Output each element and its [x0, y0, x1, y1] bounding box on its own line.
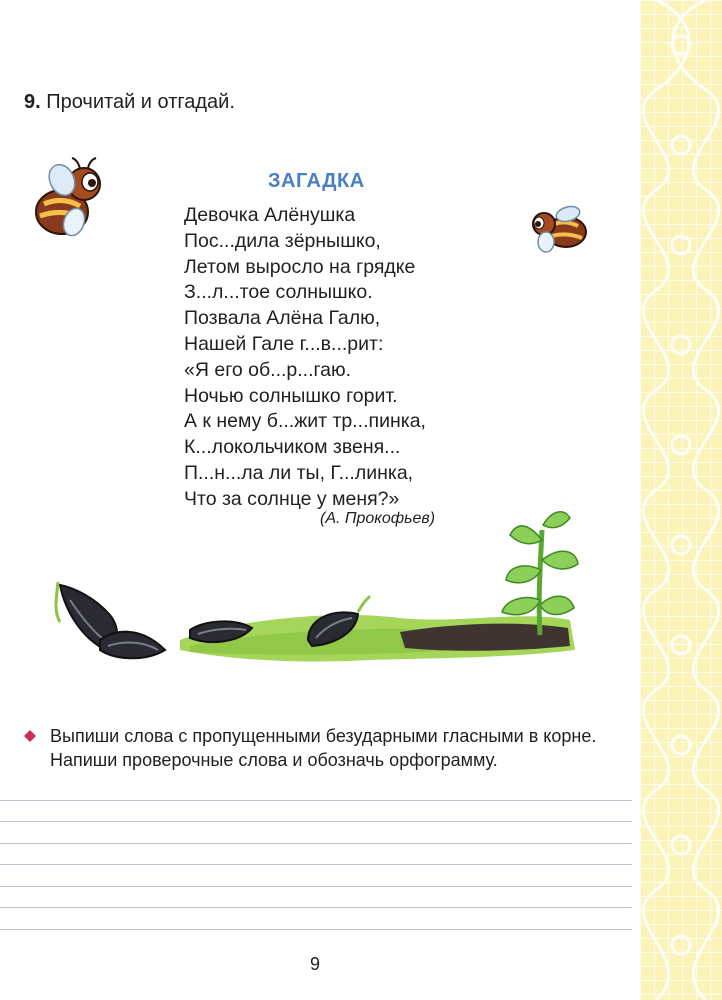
writing-line: [0, 929, 632, 930]
poem-line: Летом выросло на грядке: [184, 255, 416, 278]
instruction-line-1: Выпиши слова с пропущенными безударными гласными в корне.: [50, 726, 597, 746]
page-number: 9: [309, 954, 320, 974]
instruction-line-2: Напиши проверочные слова и обозначь орфограмму.: [50, 750, 498, 770]
task-number: 9.: [24, 91, 41, 113]
poem-title: ЗАГАДКА: [268, 170, 365, 192]
poem-line: Нашей Гале г...в...рит:: [184, 332, 384, 355]
poem-text: [184, 203, 426, 513]
poem-line: З...л...тое солнышко.: [184, 281, 373, 304]
poem-line: П...н...ла ли ты, Г...линка,: [184, 461, 414, 484]
task-heading: [24, 91, 235, 114]
poem-line: А к нему б...жит тр...пинка,: [184, 410, 426, 433]
poem-line: «Я его об...р...гаю.: [184, 358, 352, 381]
writing-line: [0, 864, 632, 865]
decorative-margin-strip: [640, 0, 722, 1000]
diamond-bullet-icon: [24, 730, 36, 742]
writing-line: [0, 800, 632, 801]
writing-line: [0, 907, 632, 908]
poem-line: Пос...дила зёрнышко,: [184, 229, 381, 252]
poem-line: Что за солнце у меня?»: [184, 487, 400, 510]
writing-line: [0, 821, 632, 822]
poem-author: (А. Прокофьев): [320, 510, 436, 527]
writing-line: [0, 843, 632, 844]
seeds-sprout-illustration: [40, 500, 600, 680]
poem-line: Позвала Алёна Галю,: [184, 307, 381, 330]
bee-illustration-left: [18, 156, 110, 248]
writing-line: [0, 886, 632, 887]
task-text: Прочитай и отгадай.: [46, 91, 235, 113]
poem-line: Девочка Алёнушка: [184, 204, 356, 226]
margin-swirl-pattern: [640, 0, 722, 1000]
poem-line: Ночью солнышко горит.: [184, 384, 398, 407]
poem-line: К...локольчиком звеня...: [184, 436, 401, 459]
bee-illustration-right: [526, 204, 592, 254]
